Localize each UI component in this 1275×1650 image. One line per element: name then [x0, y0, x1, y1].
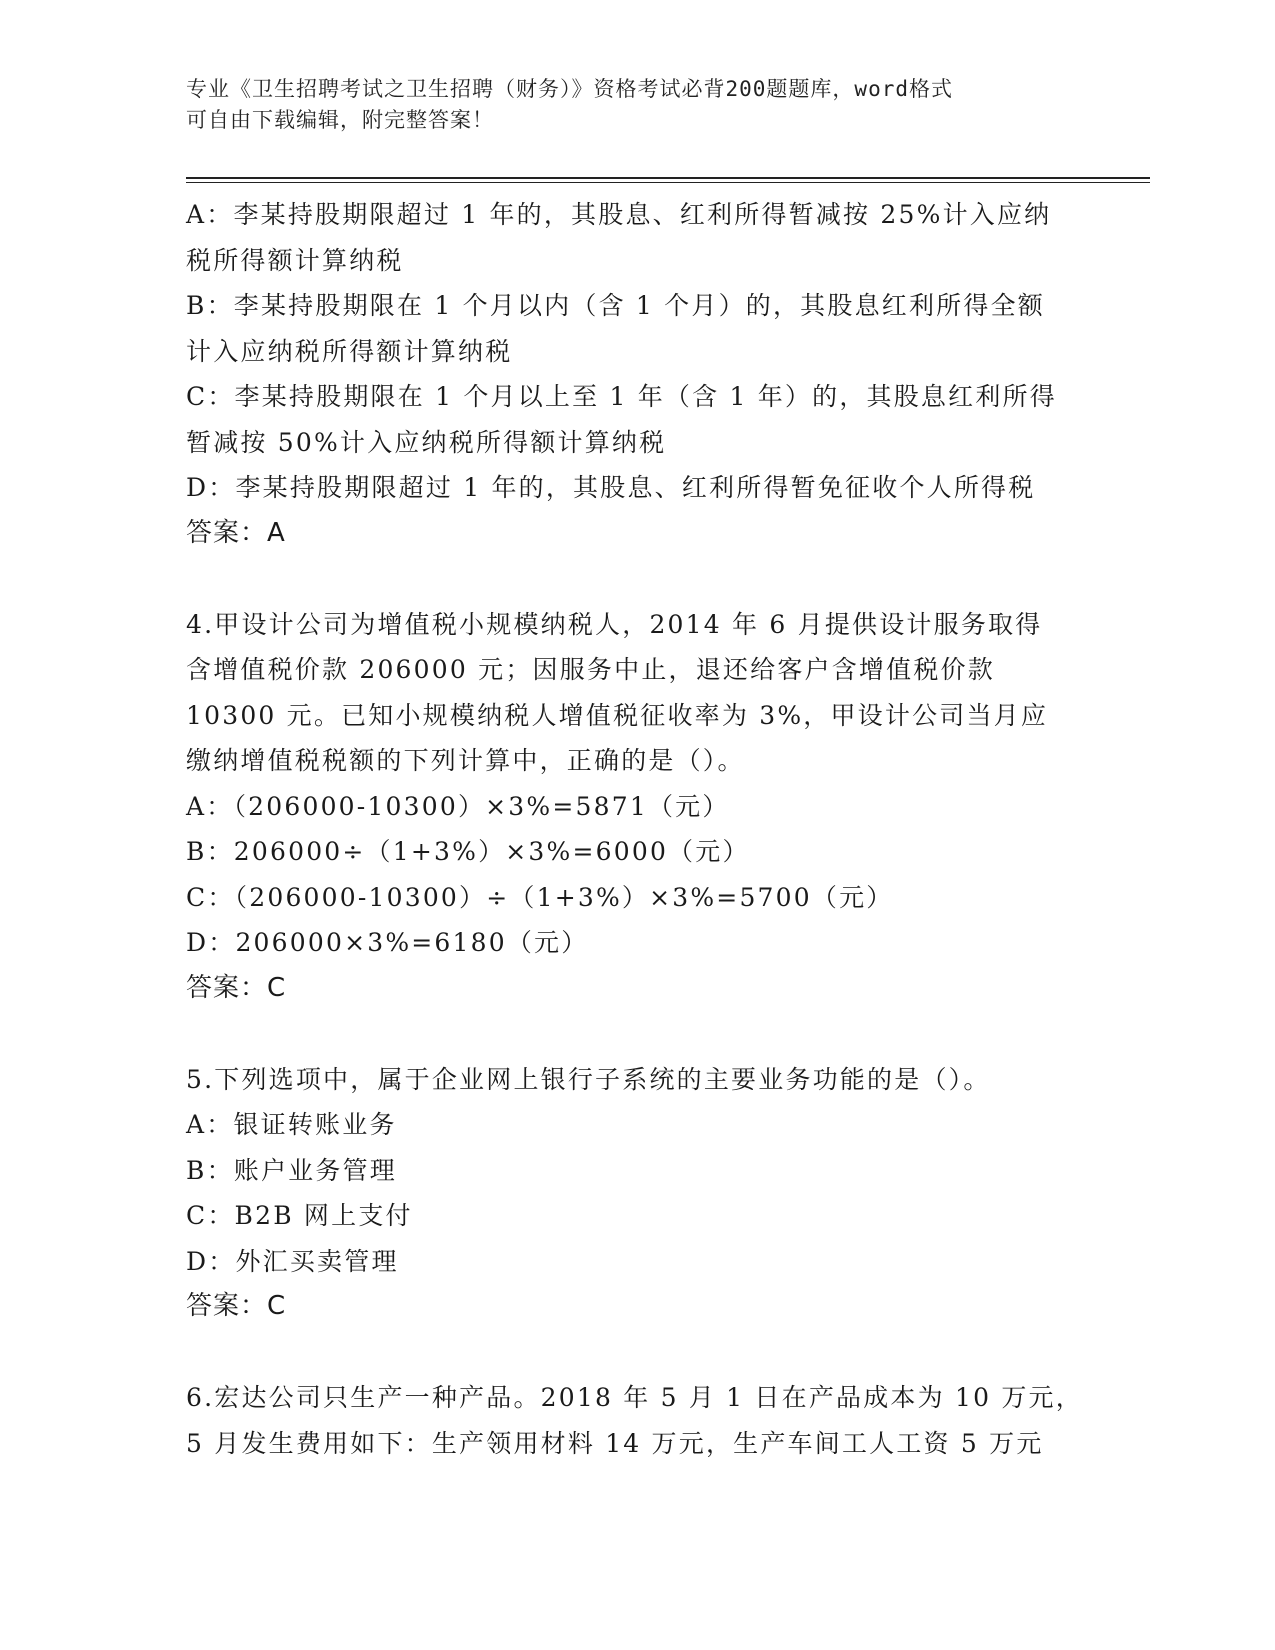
q4-stem-line2: 含增值税价款 206000 元；因服务中止，退还给客户含增值税价款 [186, 655, 995, 684]
q4-stem-line3: 10300 元。已知小规模纳税人增值税征收率为 3%，甲设计公司当月应 [186, 700, 1049, 730]
header-title-line: 专业《卫生招聘考试之卫生招聘（财务）》资格考试必背200题题库，word格式 [186, 77, 953, 101]
header-divider-thin [186, 182, 1150, 183]
q5-option-d: D：外汇买卖管理 [186, 1246, 399, 1276]
q4-stem-line1: 4.甲设计公司为增值税小规模纳税人，2014 年 6 月提供设计服务取得 [186, 609, 1043, 639]
spacer [186, 1011, 1086, 1057]
q4-option-b: B：206000÷（1+3%）×3%=6000（元） [186, 837, 750, 866]
q5-option-c: C：B2B 网上支付 [186, 1201, 413, 1230]
q4-stem-line4: 缴纳增值税税额的下列计算中，正确的是（）。 [186, 746, 745, 775]
q5-option-b: B：账户业务管理 [186, 1155, 397, 1185]
q3-option-d: D：李某持股期限超过 1 年的，其股息、红利所得暂免征收个人所得税 [186, 473, 1036, 502]
q5-option-a: A：银证转账业务 [186, 1110, 397, 1139]
document-header [186, 74, 1066, 136]
q3-option-a-line2: 税所得额计算纳税 [186, 245, 404, 275]
q6-stem-line2: 5 月发生费用如下：生产领用材料 14 万元，生产车间工人工资 5 万元 [186, 1428, 1044, 1458]
q5-answer: 答案：C [186, 1291, 287, 1321]
header-subtitle-line: 可自由下载编辑，附完整答案！ [186, 108, 494, 132]
q3-option-b-line2: 计入应纳税所得额计算纳税 [186, 336, 513, 366]
spacer [186, 556, 1086, 602]
question-content [186, 192, 1086, 1466]
spacer [186, 1330, 1086, 1376]
q3-option-c-line1: C：李某持股期限在 1 个月以上至 1 年（含 1 年）的，其股息红利所得 [186, 382, 1057, 411]
header-divider-thick [186, 177, 1150, 179]
q4-option-a: A：（206000-10300）×3%=5871（元） [186, 791, 730, 821]
q6-stem-line1: 6.宏达公司只生产一种产品。2018 年 5 月 1 日在产品成本为 10 万元， [186, 1383, 1083, 1412]
q5-stem: 5.下列选项中，属于企业网上银行子系统的主要业务功能的是（）。 [186, 1064, 991, 1094]
q3-answer: 答案：A [186, 517, 286, 548]
q3-option-b-line1: B：李某持股期限在 1 个月以内（含 1 个月）的，其股息红利所得全额 [186, 291, 1045, 320]
q3-option-c-line2: 暂减按 50%计入应纳税所得额计算纳税 [186, 427, 667, 457]
q4-answer: 答案：C [186, 972, 287, 1003]
q4-option-d: D：206000×3%=6180（元） [186, 928, 589, 957]
q3-option-a-line1: A：李某持股期限超过 1 年的，其股息、红利所得暂减按 25%计入应纳 [186, 200, 1052, 229]
q4-option-c: C：（206000-10300）÷（1+3%）×3%=5700（元） [186, 882, 894, 912]
